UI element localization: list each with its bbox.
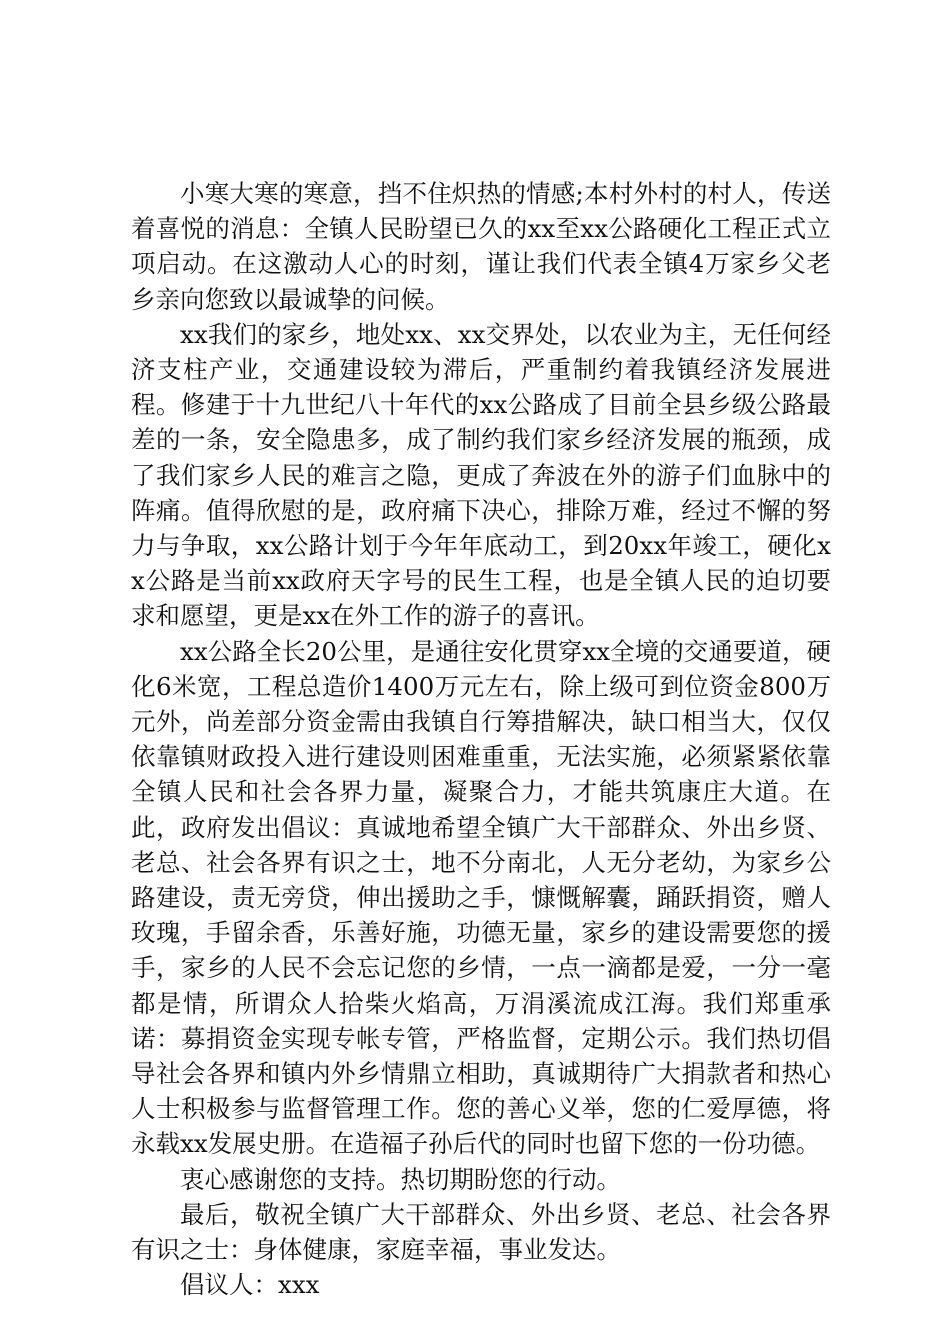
paragraph-closing-wishes: 最后，敬祝全镇广大干部群众、外出乡贤、老总、社会各界有识之士：身体健康，家庭幸福，事业发达。 bbox=[131, 1199, 831, 1265]
document-body bbox=[131, 176, 831, 1303]
paragraph-greeting: 小寒大寒的寒意，挡不住炽热的情感;本村外村的村人，传送着喜悦的消息：全镇人民盼望已久的xx至xx公路硬化工程正式立项启动。在这激动人心的时刻，谨让我们代表全镇4万家乡父老乡亲向您致以最诚挚的问候。 bbox=[131, 179, 831, 314]
paragraph-signature: 倡议人：xxx bbox=[180, 1270, 320, 1300]
paragraph-thanks: 衷心感谢您的支持。热切期盼您的行动。 bbox=[180, 1164, 621, 1194]
paragraph-appeal: xx公路全长20公里，是通往安化贯穿xx全境的交通要道，硬化6米宽，工程总造价1400万元左右，除上级可到位资金800万元外，尚差部分资金需由我镇自行筹措解决，缺口相当大，仅仅依靠镇财政投入进行建设则困难重重，无法实施，必须紧紧依靠全镇人民和社会各界力量，凝聚合力，才能共筑康庄大道。在此，政府发出倡议：真诚地希望全镇广大干部群众、外出乡贤、老总、社会各界有识之士，地不分南北，人无分老幼，为家乡公路建设，责无旁贷，伸出援助之手，慷慨解囊，踊跃捐资，赠人玫瑰，手留余香，乐善好施，功德无量，家乡的建设需要您的援手，家乡的人民不会忘记您的乡情，一点一滴都是爱，一分一毫都是情，所谓众人拾柴火焰高，万涓溪流成江海。我们郑重承诺：募捐资金实现专帐专管，严格监督，定期公示。我们热切倡导社会各界和镇内外乡情鼎立相助，真诚期待广大捐款者和热心人士积极参与监督管理工作。您的善心义举，您的仁爱厚德，将永载xx发展史册。在造福子孙后代的同时也留下您的一份功德。 bbox=[131, 636, 831, 1159]
paragraph-background: xx我们的家乡，地处xx、xx交界处，以农业为主，无任何经济支柱产业，交通建设较为滞后，严重制约着我镇经济发展进程。修建于十九世纪八十年代的xx公路成了目前全县乡级公路最差的一条，安全隐患多，成了制约我们家乡经济发展的瓶颈，成了我们家乡人民的难言之隐，更成了奔波在外的游子们血脉中的阵痛。值得欣慰的是，政府痛下决心，排除万难，经过不懈的努力与争取，xx公路计划于今年年底动工，到20xx年竣工，硬化xx公路是当前xx政府天字号的民生工程，也是全镇人民的迫切要求和愿望，更是xx在外工作的游子的喜讯。 bbox=[131, 319, 831, 631]
